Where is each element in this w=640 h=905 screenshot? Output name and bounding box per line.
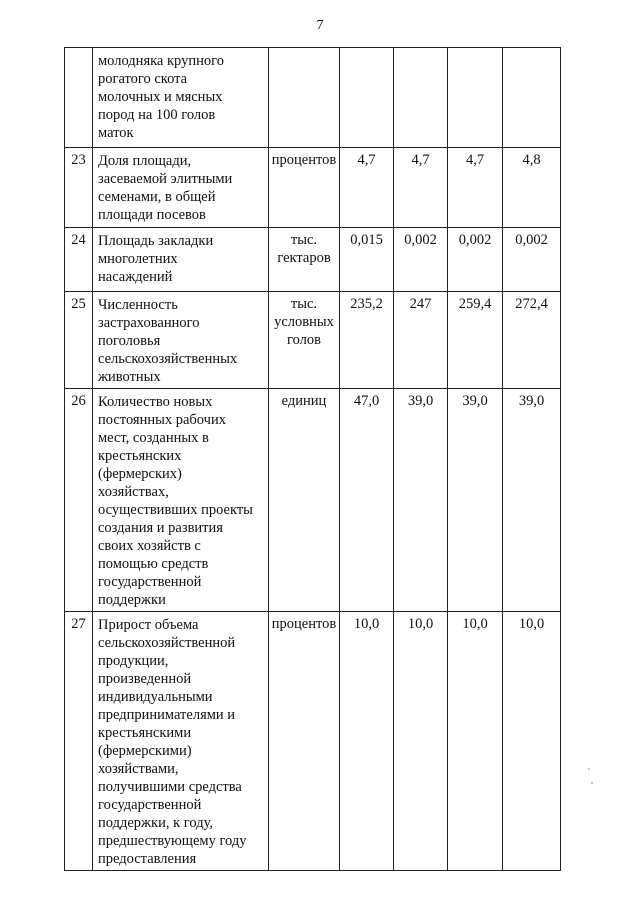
unit-line: гектаров xyxy=(277,250,331,266)
indicator-name-line: молочных и мясных xyxy=(98,89,223,105)
indicator-name-line: произведенной xyxy=(98,671,192,687)
value-cell: 0,002 xyxy=(394,228,448,292)
indicator-name-line: сельскохозяйственных xyxy=(98,351,238,367)
table-row xyxy=(65,292,561,389)
indicator-name xyxy=(93,389,269,612)
indicator-name-line: молодняка крупного xyxy=(98,53,224,69)
indicator-name-line: создания и развития xyxy=(98,520,223,536)
value-cell: 4,7 xyxy=(340,148,394,228)
indicator-name xyxy=(93,292,269,389)
unit-line: условных xyxy=(274,314,334,330)
unit-line: процентов xyxy=(271,616,337,632)
value-cell: 4,8 xyxy=(503,148,561,228)
unit-of-measure xyxy=(269,228,340,292)
indicator-name xyxy=(93,148,269,228)
row-number: 27 xyxy=(65,612,93,871)
indicator-name-line: крестьянскими xyxy=(98,725,192,741)
value-cell: 4,7 xyxy=(394,148,448,228)
unit-of-measure xyxy=(269,389,340,612)
page-number: 7 xyxy=(316,18,324,33)
indicator-name-line: Количество новых xyxy=(98,394,213,410)
value-cell: 10,0 xyxy=(340,612,394,871)
value-cell: 272,4 xyxy=(503,292,561,389)
value-cell: 10,0 xyxy=(448,612,503,871)
unit-line: тыс. xyxy=(290,296,318,312)
row-number: 23 xyxy=(65,148,93,228)
indicator-name-line: предоставления xyxy=(98,851,197,867)
table-row xyxy=(65,389,561,612)
indicator-name-line: крестьянских xyxy=(98,448,182,464)
unit-line: процентов xyxy=(271,152,337,168)
value-cell xyxy=(503,48,561,148)
indicator-name-line: Площадь закладки xyxy=(98,233,214,249)
indicator-name-line: засеваемой элитными xyxy=(98,171,233,187)
indicator-name-line: хозяйствами, xyxy=(98,761,179,777)
row-number xyxy=(65,48,93,148)
value-cell xyxy=(394,48,448,148)
indicator-name-line: рогатого скота xyxy=(98,71,188,87)
value-cell xyxy=(448,48,503,148)
indicator-name-line: (фермерскими) xyxy=(98,743,192,759)
indicator-name-line: поголовья xyxy=(98,333,161,349)
unit-of-measure xyxy=(269,292,340,389)
indicator-name-line: насаждений xyxy=(98,269,173,285)
indicator-name-line: продукции, xyxy=(98,653,169,669)
value-cell: 4,7 xyxy=(448,148,503,228)
table-row xyxy=(65,148,561,228)
table-row xyxy=(65,228,561,292)
indicator-name-line: многолетних xyxy=(98,251,178,267)
value-cell: 0,002 xyxy=(448,228,503,292)
indicator-name-line: семенами, в общей xyxy=(98,189,216,205)
indicator-name-line: маток xyxy=(98,125,134,141)
indicator-name-line: предпринимателями и xyxy=(98,707,236,723)
indicator-name-line: сельскохозяйственной xyxy=(98,635,236,651)
table-row xyxy=(65,612,561,871)
unit-of-measure xyxy=(269,612,340,871)
scan-speck xyxy=(588,768,590,770)
indicator-name xyxy=(93,48,269,148)
value-cell: 39,0 xyxy=(448,389,503,612)
indicator-name-line: мест, созданных в xyxy=(98,430,209,446)
table-row xyxy=(65,48,561,148)
value-cell: 235,2 xyxy=(340,292,394,389)
unit-line: тыс. xyxy=(290,232,318,248)
indicator-name-line: животных xyxy=(98,369,161,385)
value-cell: 10,0 xyxy=(394,612,448,871)
unit-of-measure xyxy=(269,48,340,148)
indicator-name-line: предшествующему году xyxy=(98,833,247,849)
indicator-name-line: индивидуальными xyxy=(98,689,213,705)
value-cell: 0,002 xyxy=(503,228,561,292)
value-cell: 47,0 xyxy=(340,389,394,612)
value-cell: 39,0 xyxy=(394,389,448,612)
indicator-name-line: пород на 100 голов xyxy=(98,107,216,123)
unit-line: голов xyxy=(287,332,321,348)
indicator-name-line: поддержки xyxy=(98,592,166,608)
indicator-name-line: государственной xyxy=(98,574,202,590)
indicator-name xyxy=(93,228,269,292)
row-number: 26 xyxy=(65,389,93,612)
indicator-name-line: хозяйствах, xyxy=(98,484,169,500)
indicator-name-line: осуществивших проекты xyxy=(98,502,253,518)
indicator-name-line: Прирост объема xyxy=(98,617,199,633)
indicator-name-line: застрахованного xyxy=(98,315,200,331)
scan-speck xyxy=(591,782,593,784)
indicator-name-line: поддержки, к году, xyxy=(98,815,213,831)
indicator-name-line: получившими средства xyxy=(98,779,242,795)
value-cell xyxy=(340,48,394,148)
indicator-name-line: своих хозяйств с xyxy=(98,538,201,554)
indicator-name-line: (фермерских) xyxy=(98,466,182,482)
row-number: 25 xyxy=(65,292,93,389)
indicator-name-line: помощью средств xyxy=(98,556,209,572)
indicator-name-line: Численность xyxy=(98,297,178,313)
indicator-name-line: площади посевов xyxy=(98,207,206,223)
value-cell: 10,0 xyxy=(503,612,561,871)
value-cell: 247 xyxy=(394,292,448,389)
row-number: 24 xyxy=(65,228,93,292)
unit-of-measure xyxy=(269,148,340,228)
indicator-name xyxy=(93,612,269,871)
value-cell: 39,0 xyxy=(503,389,561,612)
indicator-name-line: постоянных рабочих xyxy=(98,412,226,428)
indicator-name-line: государственной xyxy=(98,797,202,813)
indicator-table xyxy=(64,47,561,871)
indicator-name-line: Доля площади, xyxy=(98,153,192,169)
unit-line: единиц xyxy=(281,393,327,409)
value-cell: 0,015 xyxy=(340,228,394,292)
value-cell: 259,4 xyxy=(448,292,503,389)
